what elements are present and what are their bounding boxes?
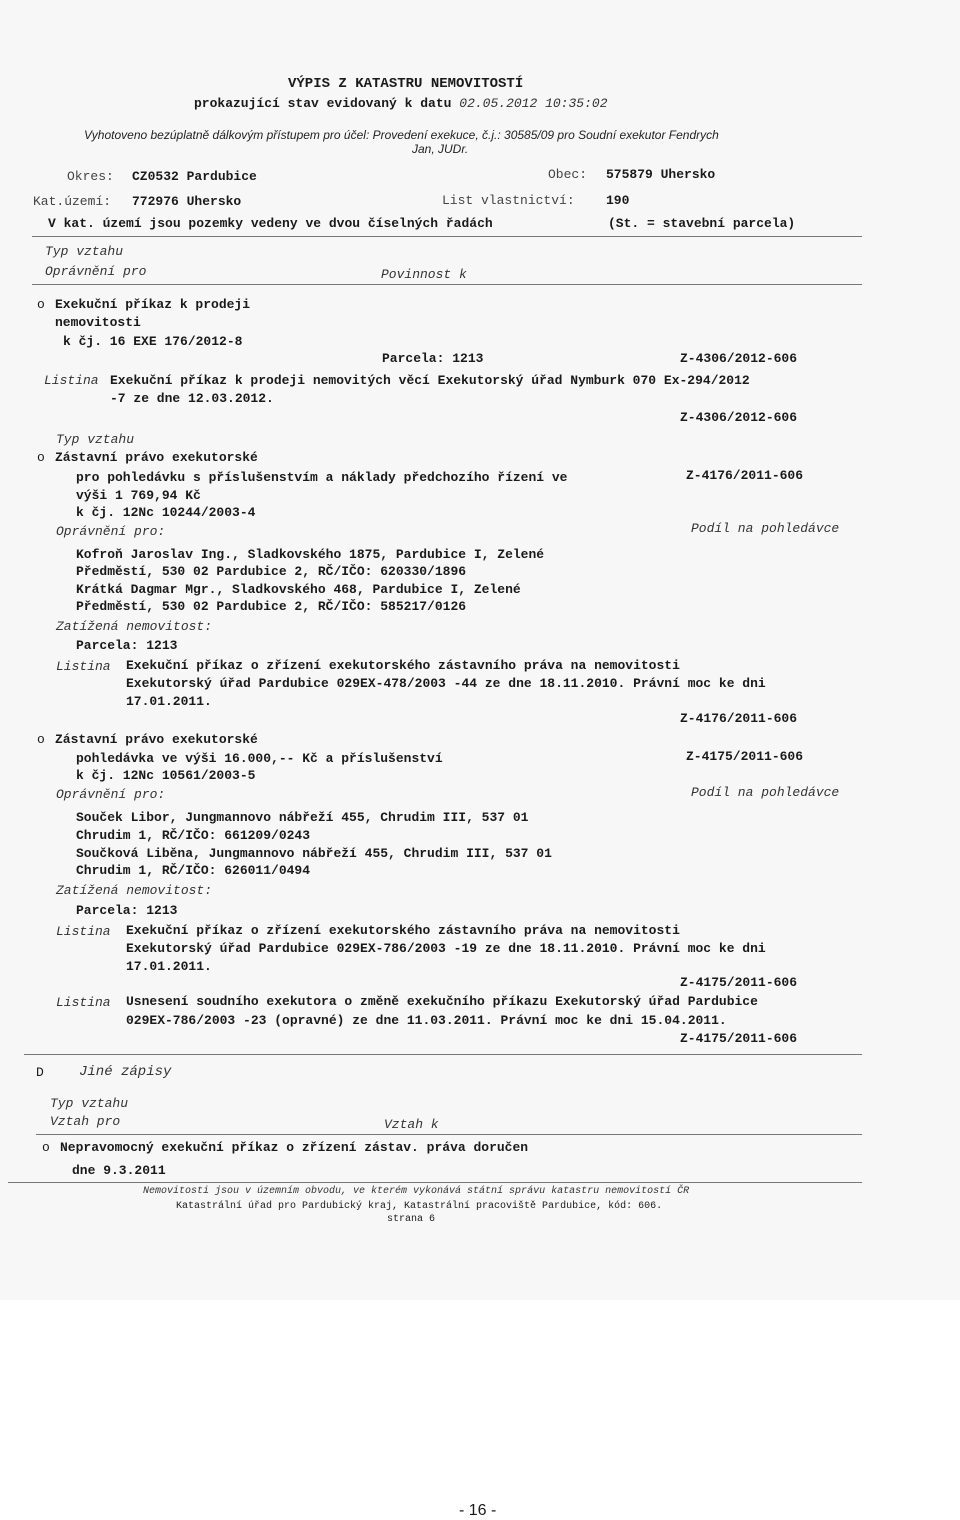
divider [24, 1054, 862, 1055]
divider [32, 284, 862, 285]
bullet: o [37, 297, 45, 312]
entry3-ref-a: Z-4175/2011-606 [686, 749, 804, 764]
col-povinnost-k: Povinnost k [381, 267, 467, 282]
entry2-podil-label: Podíl na pohledávce [691, 521, 840, 536]
entry2-listina-line2: Exekutorský úřad Pardubice 029EX-478/2003 -44 ze dne 18.11.2010. Právní moc ke dni [126, 676, 766, 691]
section-d-typ-vztahu: Typ vztahu [50, 1096, 129, 1111]
section-d-vztah-pro: Vztah pro [50, 1114, 121, 1129]
document-subtitle [194, 96, 608, 112]
footer-line3: strana 6 [387, 1214, 436, 1225]
entry3-cj: k čj. 12Nc 10561/2003-5 [76, 768, 256, 783]
entry3-title: Zástavní právo exekutorské [55, 732, 258, 747]
page-number: - 16 - [459, 1502, 497, 1519]
entry2-opravneni-label: Oprávnění pro: [56, 524, 166, 539]
lv-value: 190 [606, 193, 630, 208]
entry2-party2-line2: Předměstí, 530 02 Pardubice 2, RČ/IČO: 585217/0126 [76, 599, 467, 614]
entry3-ref-c: Z-4175/2011-606 [680, 1031, 798, 1046]
katuzemi-label: Kat.území: [33, 194, 112, 209]
section-d-item-line2: dne 9.3.2011 [72, 1163, 166, 1178]
okres-value: CZ0532 Pardubice [132, 169, 257, 184]
bullet: o [37, 732, 45, 747]
entry3-podil-label: Podíl na pohledávce [691, 785, 840, 800]
section-d-item-line1: Nepravomocný exekuční příkaz o zřízení zástav. práva doručen [60, 1140, 529, 1155]
entry1-ref-a: Z-4306/2012-606 [680, 351, 798, 366]
divider [32, 236, 862, 237]
katuzemi-value: 772976 Uhersko [132, 194, 242, 209]
section-d-letter: D [36, 1065, 44, 1080]
entry3-listina2-line1: Usnesení soudního exekutora o změně exekučního příkazu Exekutorský úřad Pardubice [126, 994, 758, 1009]
entry1-ref-b: Z-4306/2012-606 [680, 410, 798, 425]
entry2-party1-line2: Předměstí, 530 02 Pardubice 2, RČ/IČO: 620330/1896 [76, 564, 467, 579]
entry1-title-line1: Exekuční příkaz k prodeji [55, 297, 251, 312]
col-opravneni-pro: Oprávnění pro [45, 264, 147, 279]
divider [8, 1182, 862, 1183]
entry1-parcela: Parcela: 1213 [382, 351, 484, 366]
obec-value: 575879 Uhersko [606, 167, 716, 182]
section-d-vztah-k: Vztah k [384, 1117, 439, 1132]
bullet: o [37, 450, 45, 465]
entry3-listina2-line2: 029EX-786/2003 -23 (opravné) ze dne 11.03.2011. Právní moc ke dni 15.04.2011. [126, 1013, 727, 1028]
divider [36, 1134, 862, 1135]
obec-label: Obec: [548, 167, 588, 182]
bullet: o [42, 1140, 50, 1155]
entry3-party2-line1: Součková Liběna, Jungmannovo nábřeží 455, Chrudim III, 537 01 [76, 846, 552, 861]
entry3-listina1-line1: Exekuční příkaz o zřízení exekutorského zástavního práva na nemovitosti [126, 923, 680, 938]
entry2-zatizena-label: Zatížená nemovitost: [56, 619, 213, 634]
entry2-listina-label: Listina [56, 659, 111, 674]
entry2-title: Zástavní právo exekutorské [55, 450, 258, 465]
okres-label: Okres: [67, 169, 114, 184]
entry3-listina1-line2: Exekutorský úřad Pardubice 029EX-786/2003 -19 ze dne 18.11.2010. Právní moc ke dni [126, 941, 766, 956]
subtitle-date: 02.05.2012 10:35:02 [459, 96, 608, 111]
section-d-title: Jiné zápisy [79, 1064, 172, 1080]
entry3-party1-line1: Souček Libor, Jungmannovo nábřeží 455, Chrudim III, 537 01 [76, 810, 529, 825]
entry1-listina-line1: Exekuční příkaz k prodeji nemovitých věcí Exekutorský úřad Nymburk 070 Ex-294/2012 [110, 373, 750, 388]
purpose-note-line1: Vyhotoveno bezúplatně dálkovým přístupem pro účel: Provedení exekuce, č.j.: 30585/09 pro Soudní exekutor Fendrych [84, 128, 719, 142]
entry2-cj: k čj. 12Nc 10244/2003-4 [76, 505, 256, 520]
entry3-listina1-line3: 17.01.2011. [126, 959, 212, 974]
document-title: VÝPIS Z KATASTRU NEMOVITOSTÍ [288, 76, 524, 92]
rady-note: V kat. území jsou pozemky vedeny ve dvou číselných řadách [48, 216, 493, 231]
entry2-ref-a: Z-4176/2011-606 [686, 468, 804, 483]
entry2-party2-line1: Krátká Dagmar Mgr., Sladkovského 468, Pardubice I, Zelené [76, 582, 521, 597]
subtitle-prefix: prokazující stav evidovaný k datu [194, 96, 452, 111]
col-typ-vztahu: Typ vztahu [45, 244, 124, 259]
footer-line1: Nemovitosti jsou v územním obvodu, ve kterém vykonává státní správu katastru nemovitostí ČR [143, 1186, 690, 1197]
footer-line2: Katastrální úřad pro Pardubický kraj, Katastrální pracoviště Pardubice, kód: 606. [176, 1201, 663, 1212]
entry2-ref-b: Z-4176/2011-606 [680, 711, 798, 726]
entry3-ref-b: Z-4175/2011-606 [680, 975, 798, 990]
entry1-title-line2: nemovitosti [55, 315, 141, 330]
entry3-listina1-label: Listina [56, 924, 111, 939]
entry3-zatizena-label: Zatížená nemovitost: [56, 883, 213, 898]
entry1-listina-line2: -7 ze dne 12.03.2012. [110, 391, 274, 406]
entry2-desc-line1: pro pohledávku s příslušenstvím a náklady předchozího řízení ve [76, 470, 568, 485]
rady-st: (St. = stavební parcela) [608, 216, 796, 231]
entry2-parcela: Parcela: 1213 [76, 638, 178, 653]
entry2-party1-line1: Kofroň Jaroslav Ing., Sladkovského 1875, Pardubice I, Zelené [76, 547, 545, 562]
entry2-listina-line1: Exekuční příkaz o zřízení exekutorského zástavního práva na nemovitosti [126, 658, 680, 673]
entry2-desc-line2: výši 1 769,94 Kč [76, 488, 201, 503]
entry1-listina-label: Listina [44, 373, 99, 388]
lv-label: List vlastnictví: [442, 193, 575, 208]
entry2-listina-line3: 17.01.2011. [126, 694, 212, 709]
entry3-listina2-label: Listina [56, 995, 111, 1010]
entry3-party1-line2: Chrudim 1, RČ/IČO: 661209/0243 [76, 828, 311, 843]
entry2-typ-vztahu: Typ vztahu [56, 432, 135, 447]
entry3-party2-line2: Chrudim 1, RČ/IČO: 626011/0494 [76, 863, 311, 878]
purpose-note-line2: Jan, JUDr. [412, 142, 469, 156]
entry3-parcela: Parcela: 1213 [76, 903, 178, 918]
entry3-desc: pohledávka ve výši 16.000,-- Kč a příslušenství [76, 751, 443, 766]
entry3-opravneni-label: Oprávnění pro: [56, 787, 166, 802]
entry1-cj: k čj. 16 EXE 176/2012-8 [63, 334, 243, 349]
